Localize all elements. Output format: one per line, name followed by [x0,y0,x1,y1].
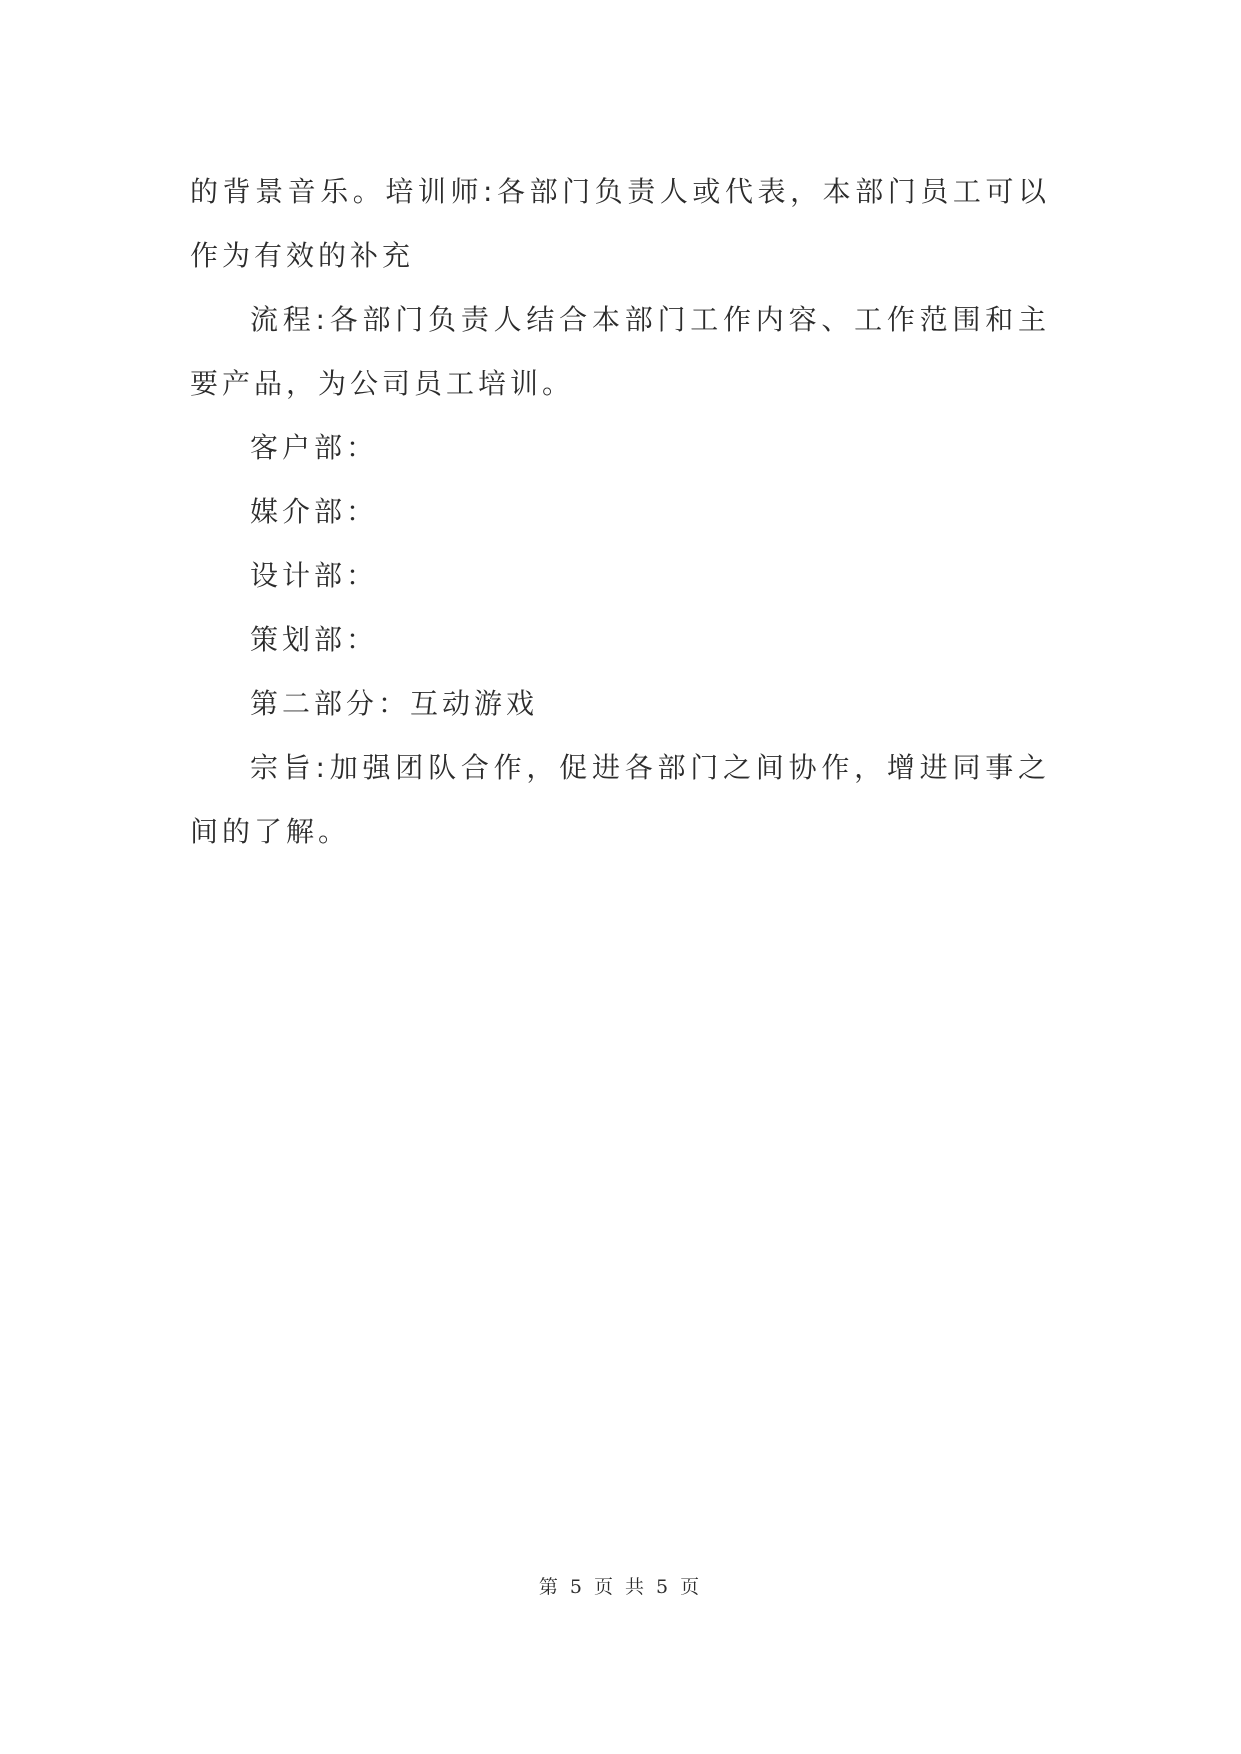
paragraph-client-dept: 客户部： [250,431,379,464]
paragraph-background-music: 的背景音乐。培训师:各部门负责人或代表，本部门员工可以作为有效的补充 [190,175,1050,272]
paragraph-purpose: 宗旨:加强团队合作，促进各部门之间协作，增进同事之间的了解。 [190,751,1050,848]
paragraph-process: 流程:各部门负责人结合本部门工作内容、工作范围和主要产品，为公司员工培训。 [190,303,1050,400]
paragraph-media-dept: 媒介部： [250,495,379,528]
section-heading-part-two: 第二部分：互动游戏 [250,687,539,720]
document-body [190,160,1050,864]
page-number-footer: 第 5 页 共 5 页 [538,1576,703,1598]
paragraph-design-dept: 设计部： [250,559,379,592]
paragraph-planning-dept: 策划部： [250,623,379,656]
